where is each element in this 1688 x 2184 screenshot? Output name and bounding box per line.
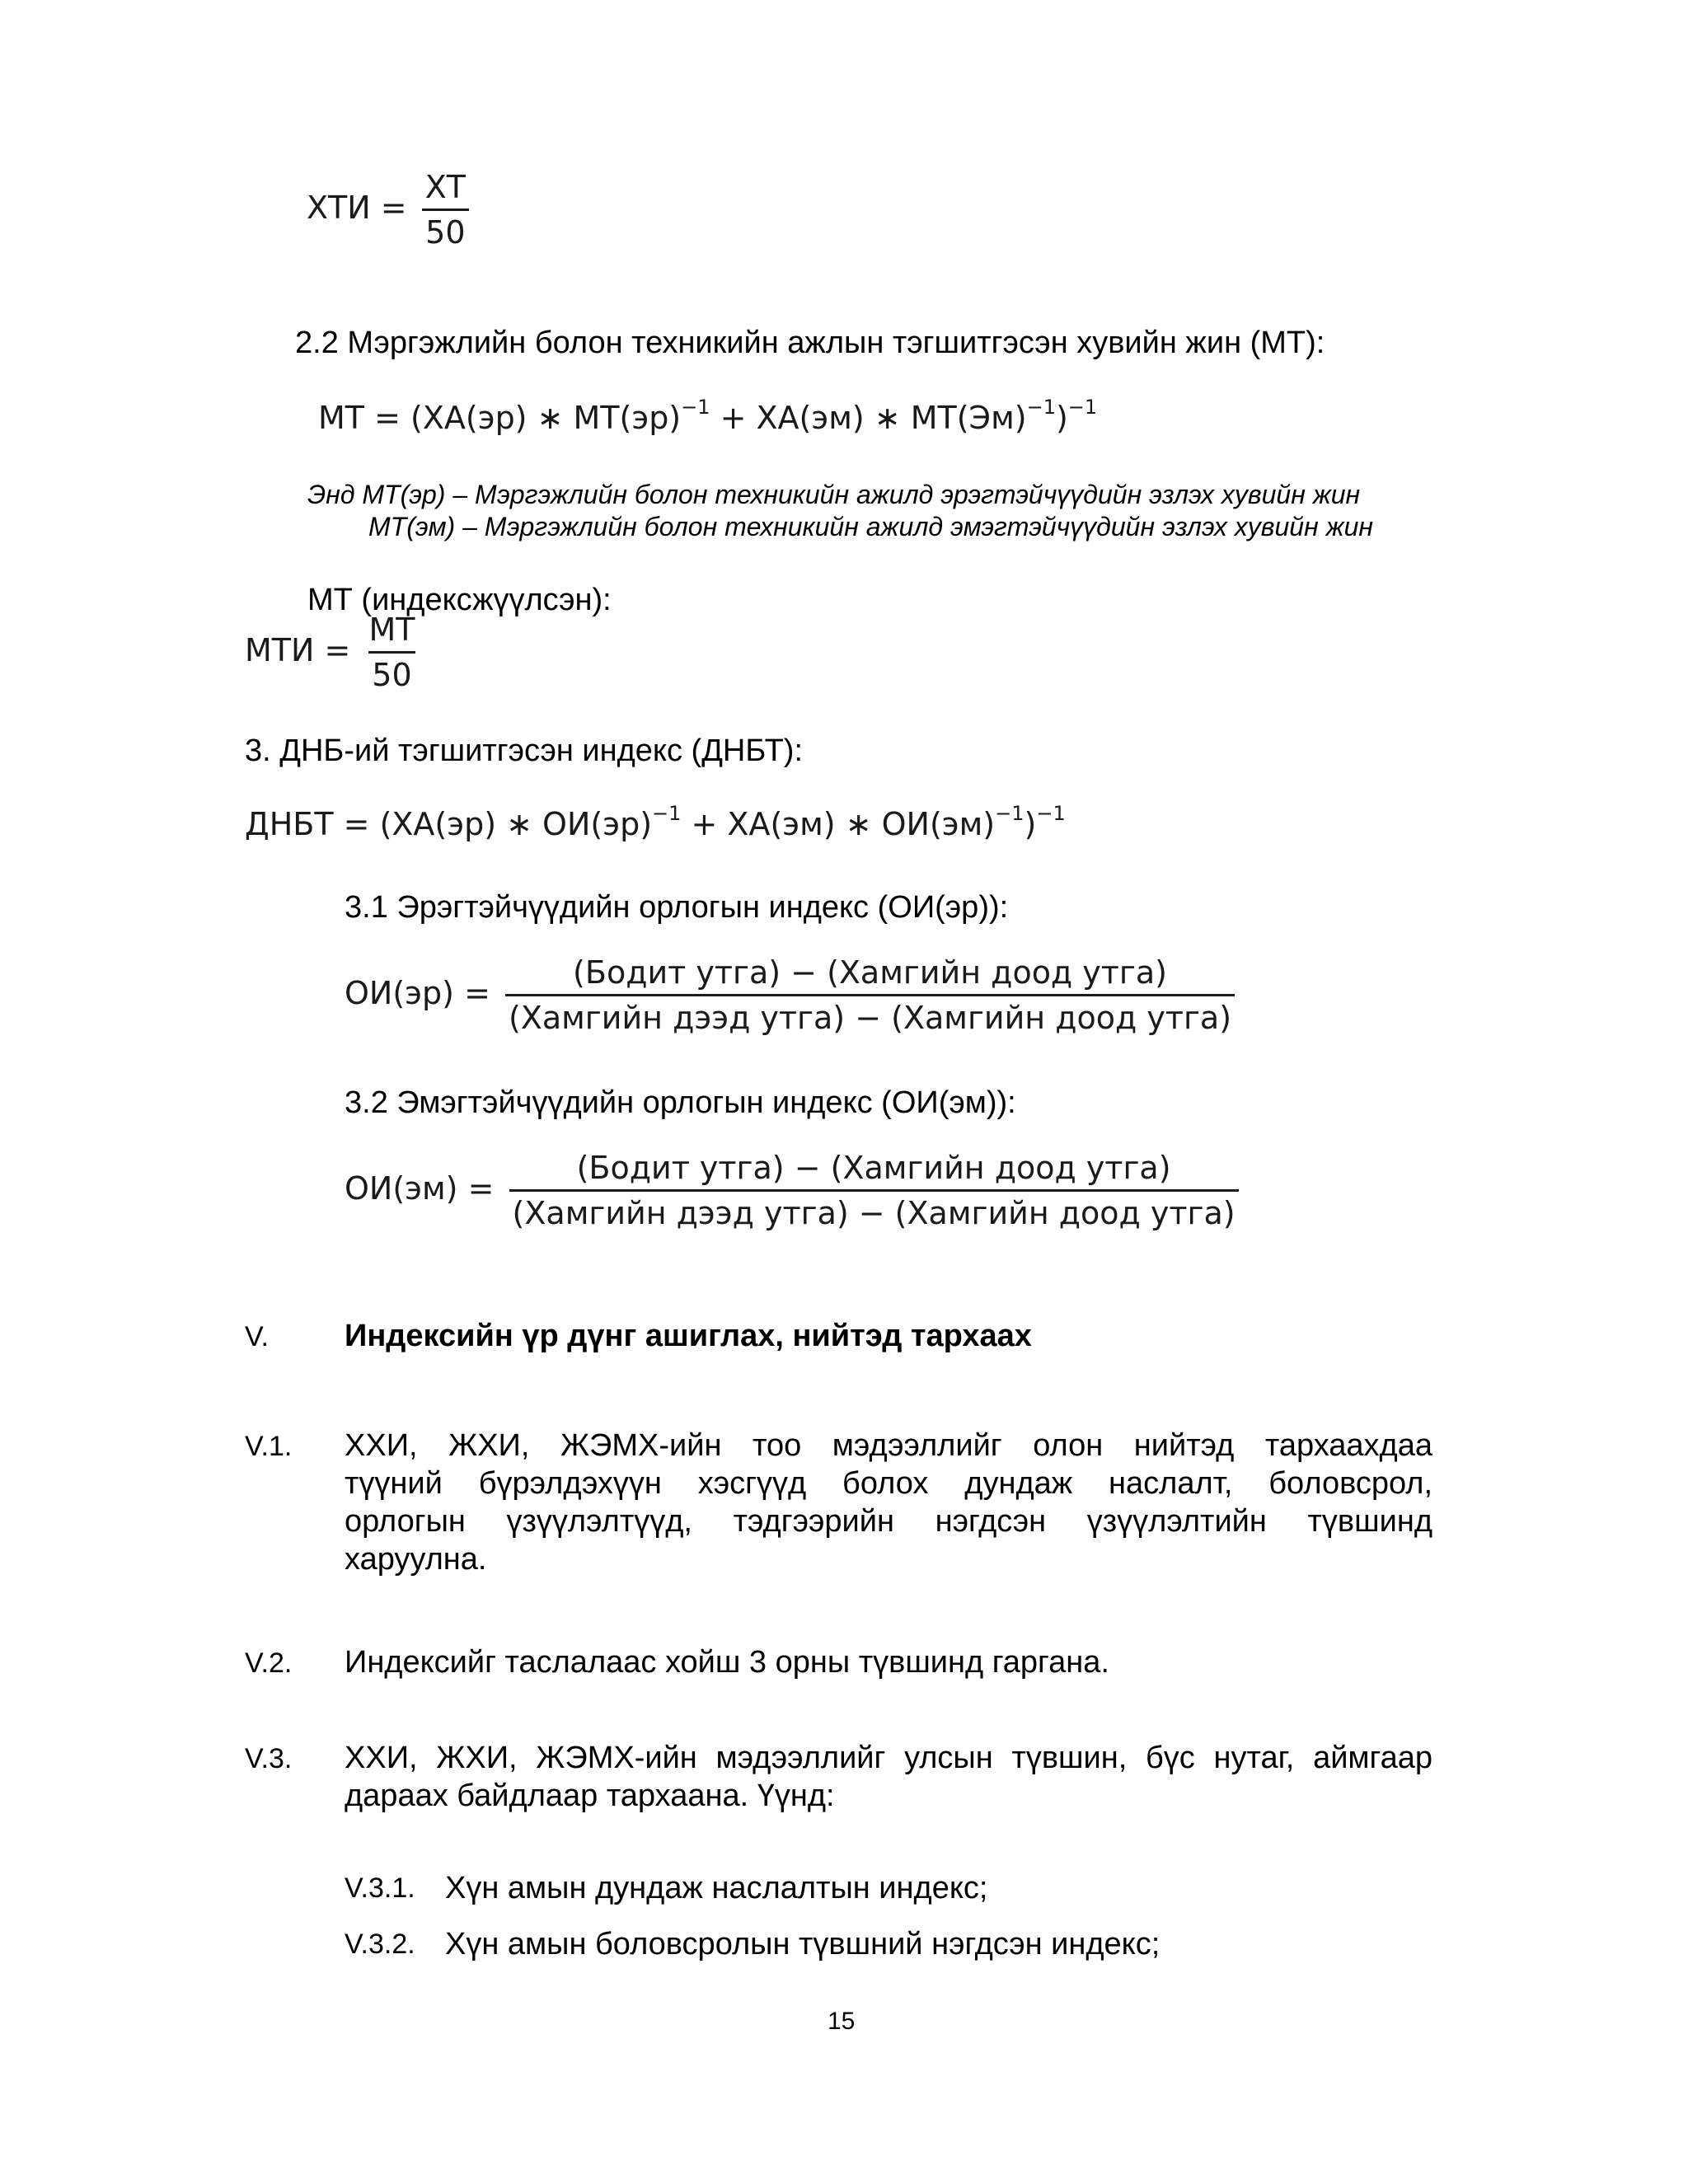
section-3-heading: 3. ДНБ-ий тэгшитгэсэн индекс (ДНБТ): — [245, 733, 804, 768]
formula-lhs: ДНБТ — [245, 806, 334, 842]
page-number: 15 — [828, 2008, 856, 2035]
formula-term: + ХА(эм) ∗ ОИ(эм) — [681, 806, 996, 842]
item-text — [345, 1739, 1432, 1815]
formula-oi-er — [345, 954, 1240, 1036]
formula-term: (ХА(эр) ∗ ОИ(эр) — [379, 806, 653, 842]
formula-oi-em — [345, 1150, 1244, 1231]
formula-paren: ) — [1024, 806, 1037, 842]
formula-lhs: ХТИ — [307, 190, 371, 226]
fraction-numerator: (Бодит утга) − (Хамгийн доод утга) — [573, 954, 1167, 991]
item-text: Индексийг таслалаас хойш 3 орны түвшинд гаргана. — [345, 1645, 1109, 1680]
fraction — [505, 954, 1235, 1036]
text-line: орлогын үзүүлэлтүүд, тэдгээрийн нэгдсэн үзүүлэлтийн түвшинд — [345, 1504, 1432, 1539]
item-number: V.1. — [245, 1431, 293, 1462]
text-line: ХХИ, ЖХИ, ЖЭМХ-ийн мэдээллийг улсын түвшин, бүс нутаг, аймгаар — [345, 1741, 1432, 1775]
equals-sign: = — [380, 190, 407, 226]
subitem-text: Хүн амын боловсролын түвшний нэгдсэн индекс; — [445, 1927, 1160, 1961]
formula-lhs: ОИ(эм) — [345, 1170, 458, 1207]
formula-lhs: МТ — [318, 400, 364, 436]
exponent: −1 — [681, 396, 710, 419]
formula-term: (ХА(эр) ∗ МТ(эр) — [410, 400, 682, 436]
fraction-denominator: 50 — [368, 651, 415, 693]
subitem-number: V.3.2. — [345, 1929, 415, 1960]
fraction-numerator: (Бодит утга) − (Хамгийн доод утга) — [576, 1150, 1171, 1186]
equals-sign: = — [324, 632, 351, 668]
text-line: дараах байдлаар тархаана. Үүнд: — [345, 1779, 835, 1813]
note-line-1: Энд МТ(эр) – Мэргэжлийн болон техникийн ажилд эрэгтэйчүүдийн эзлэх хувийн жин — [307, 480, 1361, 509]
fraction-denominator: (Хамгийн дээд утга) − (Хамгийн доод утга) — [509, 1189, 1239, 1231]
fraction-denominator: (Хамгийн дээд утга) − (Хамгийн доод утга) — [505, 994, 1235, 1036]
equals-sign: = — [464, 975, 490, 1011]
formula-dnbt — [245, 802, 1066, 842]
subsection-2-2: 2.2 Мэргэжлийн болон техникийн ажлын тэгшитгэсэн хувийн жин (МТ): — [295, 326, 1325, 360]
fraction — [422, 169, 469, 251]
formula-mt — [318, 396, 1098, 436]
section-number: V. — [245, 1321, 270, 1352]
subsection-3-2: 3.2 Эмэгтэйчүүдийн орлогын индекс (ОИ(эм)): — [345, 1085, 1016, 1120]
formula-mti — [245, 612, 423, 693]
fraction-numerator: МТ — [368, 612, 415, 648]
mt-index-label: МТ (индексжүүлсэн): — [307, 583, 612, 617]
fraction-numerator: ХТ — [424, 169, 466, 205]
exponent: −1 — [1036, 802, 1066, 825]
fraction — [365, 612, 418, 693]
section-title: Индексийн үр дүнг ашиглах, нийтэд тархаах — [345, 1319, 1032, 1353]
formula-lhs: ОИ(эр) — [345, 975, 454, 1011]
subitem-text: Хүн амын дундаж наслалтын индекс; — [445, 1871, 988, 1905]
equals-sign: = — [343, 806, 370, 842]
exponent: −1 — [995, 802, 1025, 825]
text-line: түүний бүрэлдэхүүн хэсгүүд болох дундаж наслалт, боловсрол, — [345, 1466, 1432, 1501]
note-line-2: МТ(эм) – Мэргэжлийн болон техникийн ажилд эмэгтэйчүүдийн эзлэх хувийн жин — [368, 512, 1374, 541]
formula-paren: ) — [1055, 400, 1068, 436]
fraction — [509, 1150, 1239, 1231]
item-text — [345, 1427, 1432, 1578]
equals-sign: = — [467, 1170, 495, 1207]
equals-sign: = — [374, 400, 401, 436]
formula-lhs: МТИ — [245, 632, 315, 668]
item-number: V.3. — [245, 1743, 293, 1774]
formula-term: + ХА(эм) ∗ МТ(Эм) — [710, 400, 1027, 436]
exponent: −1 — [1026, 396, 1056, 419]
text-line: ХХИ, ЖХИ, ЖЭМХ-ийн тоо мэдээллийг олон нийтэд тархаахдаа — [345, 1428, 1432, 1463]
exponent: −1 — [652, 802, 682, 825]
subitem-number: V.3.1. — [345, 1872, 415, 1904]
subsection-3-1: 3.1 Эрэгтэйчүүдийн орлогын индекс (ОИ(эр)): — [345, 890, 1009, 925]
text-line: харуулна. — [345, 1542, 487, 1577]
item-number: V.2. — [245, 1647, 293, 1679]
exponent: −1 — [1067, 396, 1098, 419]
fraction-denominator: 50 — [422, 209, 468, 251]
formula-hti — [307, 169, 474, 251]
